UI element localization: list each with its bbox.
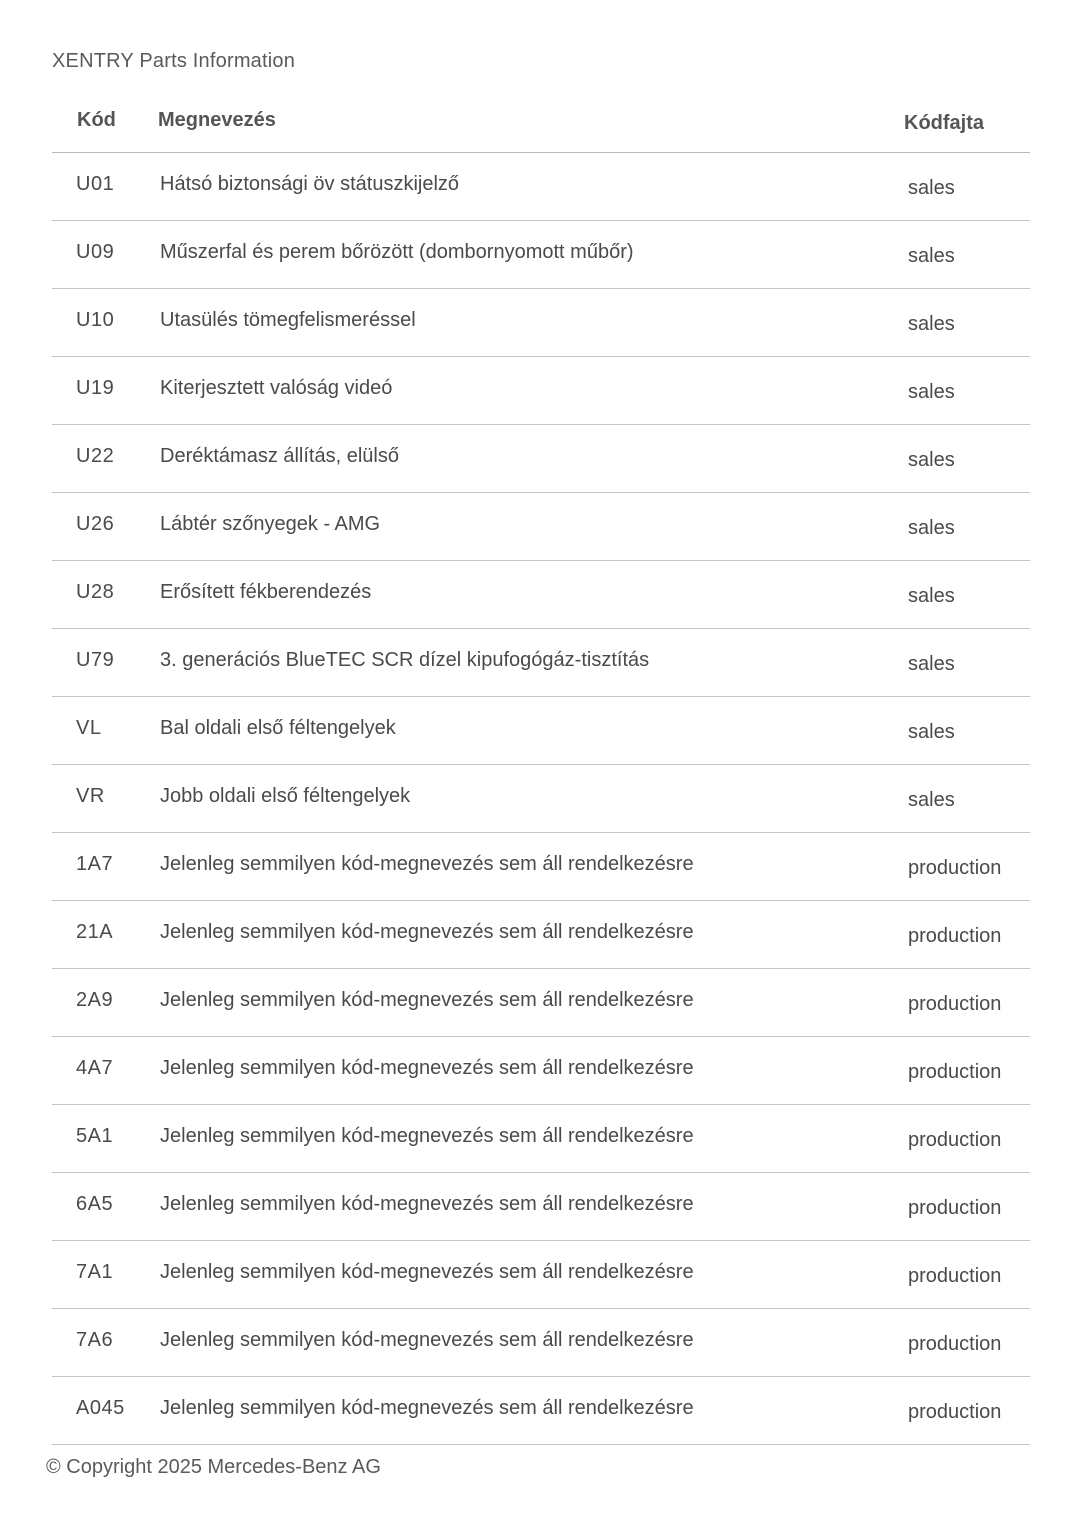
table-row [52, 629, 1030, 697]
parts-code-table [52, 98, 1030, 1445]
row-type: sales [908, 381, 955, 403]
row-code: U10 [76, 309, 115, 331]
document-title: XENTRY Parts Information [52, 50, 296, 72]
row-code: 2A9 [76, 989, 114, 1011]
row-code: 21A [76, 921, 114, 943]
row-code: U19 [76, 377, 115, 399]
table-row [52, 425, 1030, 493]
row-type: sales [908, 585, 955, 607]
row-type: production [908, 1061, 1002, 1083]
row-type: production [908, 1333, 1002, 1355]
row-code: 1A7 [76, 853, 114, 875]
row-name: Erősített fékberendezés [160, 581, 372, 603]
table-row [52, 833, 1030, 901]
row-name: 3. generációs BlueTEC SCR dízel kipufogógáz-tisztítás [160, 649, 650, 671]
table-header-row [52, 98, 1030, 153]
table-row [52, 153, 1030, 221]
table-row [52, 765, 1030, 833]
row-name: Jelenleg semmilyen kód-megnevezés sem áll rendelkezésre [160, 1057, 694, 1079]
row-name: Lábtér szőnyegek - AMG [160, 513, 381, 535]
row-code: VL [76, 717, 102, 739]
table-row [52, 1037, 1030, 1105]
row-type: sales [908, 789, 955, 811]
row-type: sales [908, 313, 955, 335]
row-name: Jelenleg semmilyen kód-megnevezés sem áll rendelkezésre [160, 1261, 694, 1283]
row-type: production [908, 1265, 1002, 1287]
row-name: Kiterjesztett valóság videó [160, 377, 393, 399]
column-header-name: Megnevezés [158, 109, 276, 131]
row-name: Jelenleg semmilyen kód-megnevezés sem áll rendelkezésre [160, 1397, 694, 1419]
row-type: production [908, 1401, 1002, 1423]
table-row [52, 901, 1030, 969]
row-name: Jelenleg semmilyen kód-megnevezés sem áll rendelkezésre [160, 989, 694, 1011]
row-type: sales [908, 449, 955, 471]
table-row [52, 221, 1030, 289]
row-type: production [908, 857, 1002, 879]
row-name: Hátsó biztonsági öv státuszkijelző [160, 173, 460, 195]
row-code: 5A1 [76, 1125, 114, 1147]
row-type: production [908, 993, 1002, 1015]
row-code: A045 [76, 1397, 125, 1419]
row-name: Jelenleg semmilyen kód-megnevezés sem áll rendelkezésre [160, 853, 694, 875]
row-code: 4A7 [76, 1057, 114, 1079]
column-header-code: Kód [77, 109, 116, 131]
row-name: Utasülés tömegfelismeréssel [160, 309, 416, 331]
row-code: U26 [76, 513, 115, 535]
row-type: sales [908, 177, 955, 199]
row-name: Bal oldali első féltengelyek [160, 717, 396, 739]
row-name: Jelenleg semmilyen kód-megnevezés sem áll rendelkezésre [160, 1193, 694, 1215]
table-row [52, 1309, 1030, 1377]
table-row [52, 561, 1030, 629]
table-row [52, 289, 1030, 357]
table-row [52, 493, 1030, 561]
row-type: sales [908, 245, 955, 267]
row-type: sales [908, 653, 955, 675]
row-name: Jelenleg semmilyen kód-megnevezés sem áll rendelkezésre [160, 1329, 694, 1351]
table-row [52, 357, 1030, 425]
row-code: 6A5 [76, 1193, 114, 1215]
row-name: Jobb oldali első féltengelyek [160, 785, 411, 807]
row-code: U79 [76, 649, 115, 671]
row-type: sales [908, 517, 955, 539]
row-code: 7A6 [76, 1329, 114, 1351]
column-header-type: Kódfajta [904, 112, 984, 134]
row-code: U28 [76, 581, 115, 603]
table-row [52, 969, 1030, 1037]
row-code: U01 [76, 173, 115, 195]
row-name: Jelenleg semmilyen kód-megnevezés sem áll rendelkezésre [160, 921, 694, 943]
row-name: Műszerfal és perem bőrözött (dombornyomott műbőr) [160, 241, 634, 263]
table-row [52, 1105, 1030, 1173]
copyright-footer: © Copyright 2025 Mercedes-Benz AG [46, 1456, 381, 1478]
row-code: U22 [76, 445, 115, 467]
row-type: production [908, 1197, 1002, 1219]
row-code: VR [76, 785, 105, 807]
row-name: Jelenleg semmilyen kód-megnevezés sem áll rendelkezésre [160, 1125, 694, 1147]
row-type: production [908, 1129, 1002, 1151]
table-row [52, 1377, 1030, 1445]
row-name: Deréktámasz állítás, elülső [160, 445, 399, 467]
table-row [52, 1173, 1030, 1241]
row-code: U09 [76, 241, 115, 263]
row-code: 7A1 [76, 1261, 114, 1283]
row-type: production [908, 925, 1002, 947]
row-type: sales [908, 721, 955, 743]
table-row [52, 697, 1030, 765]
table-row [52, 1241, 1030, 1309]
